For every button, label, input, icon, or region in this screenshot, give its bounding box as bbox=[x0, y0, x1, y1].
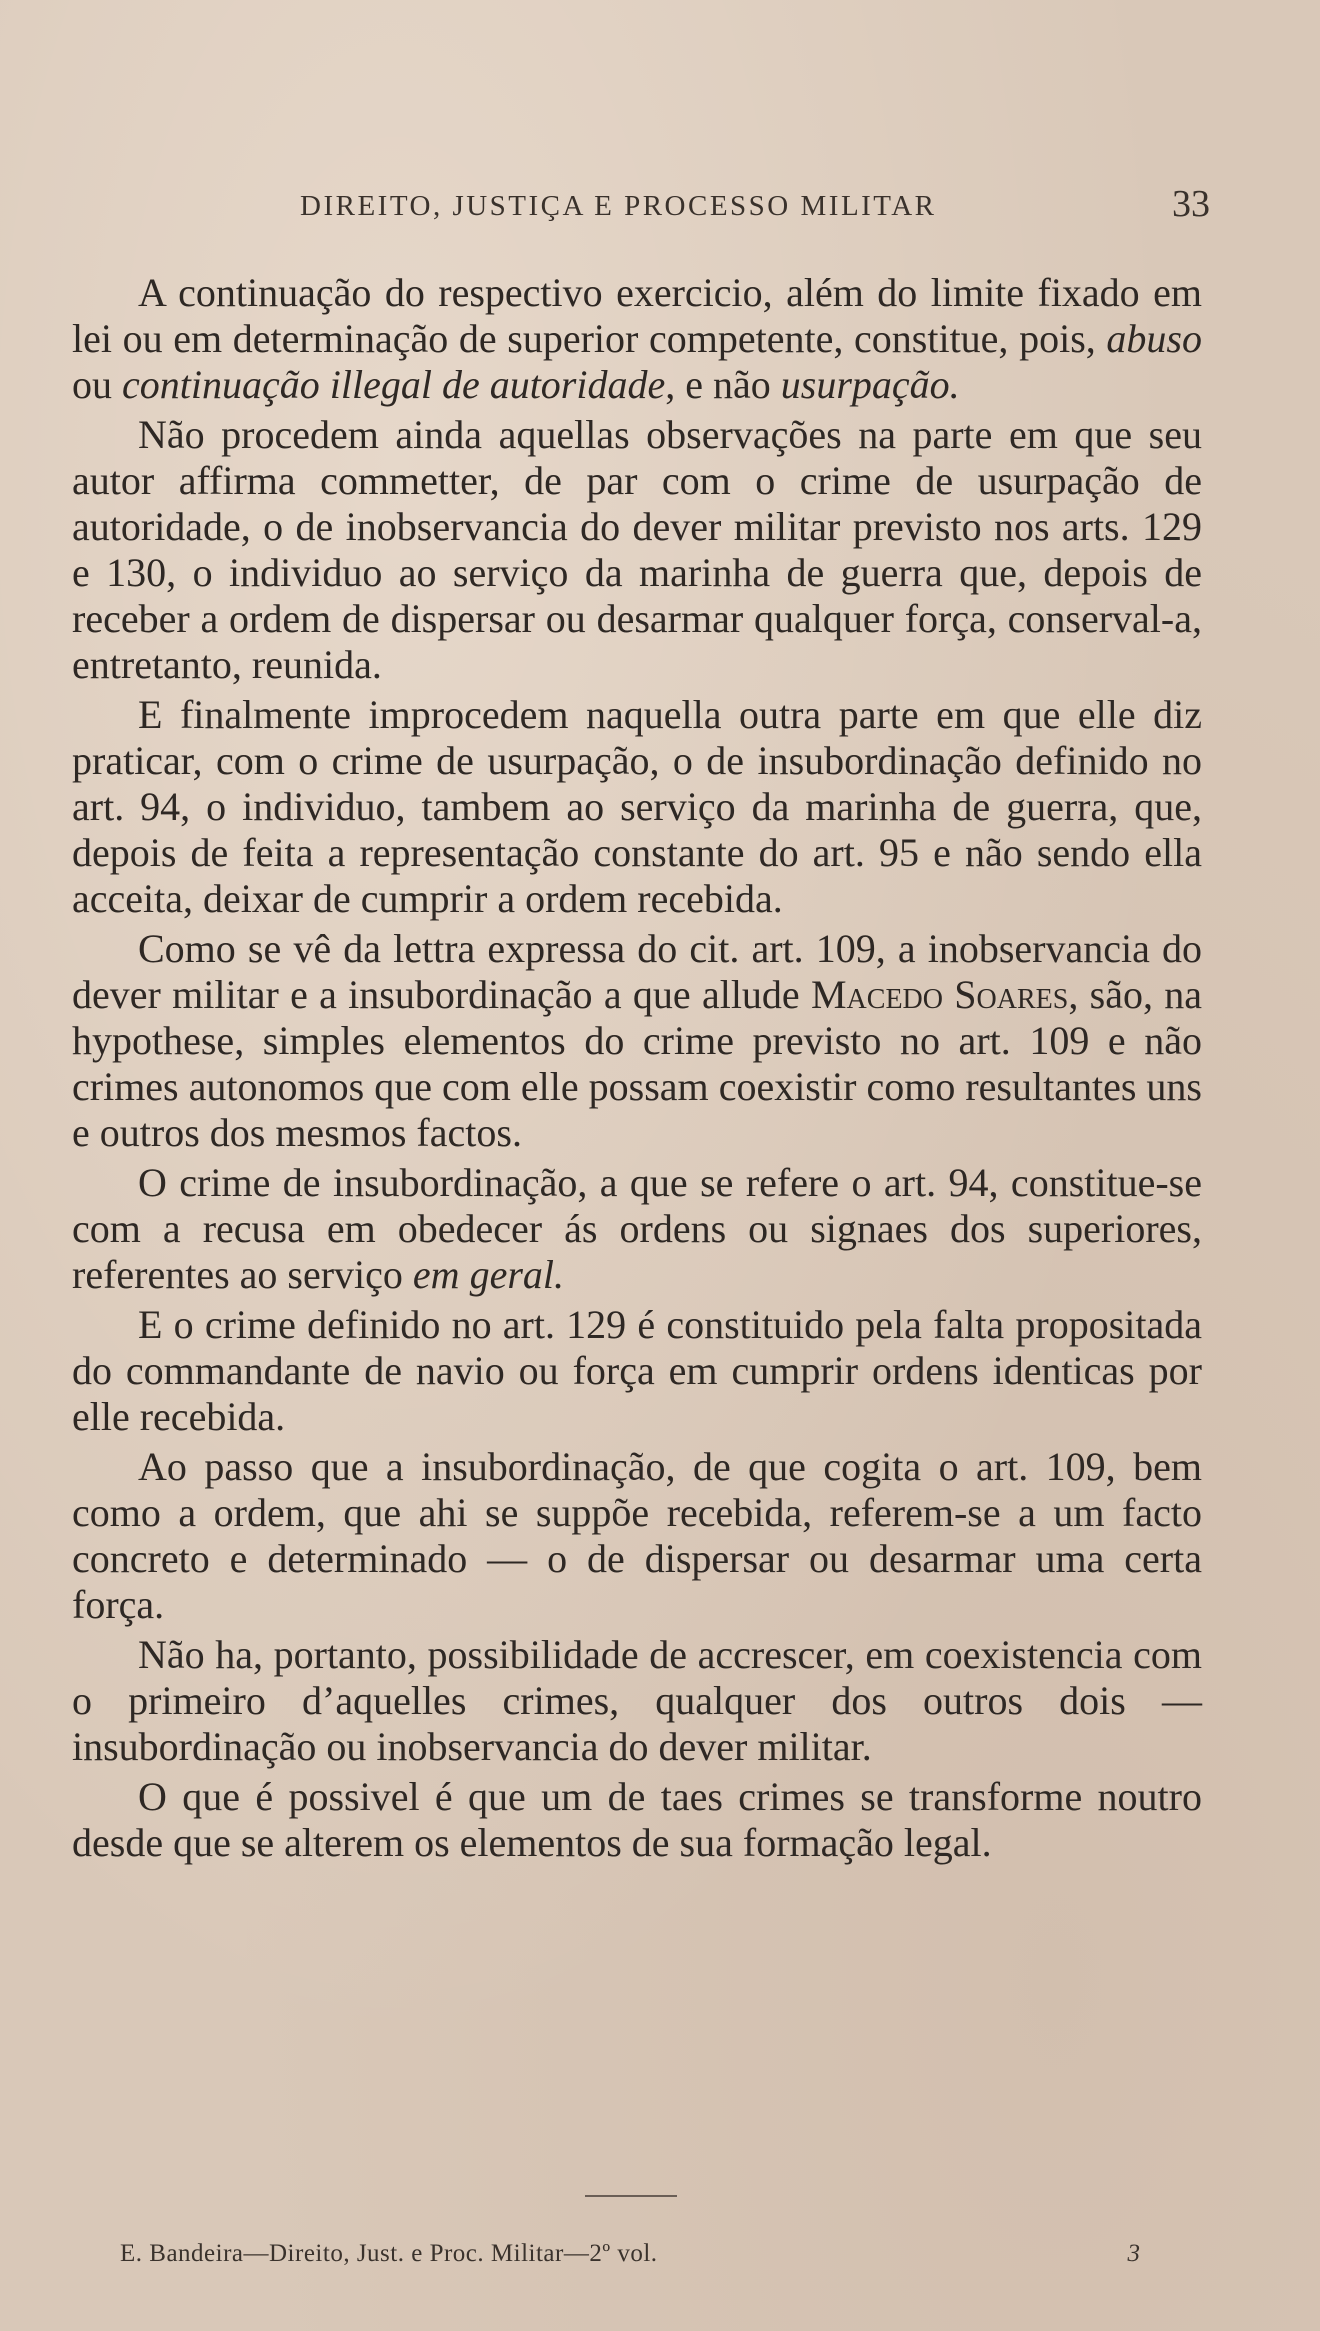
paragraph bbox=[72, 1444, 1202, 1628]
italic-text: continuação illegal de autoridade bbox=[122, 362, 666, 407]
page-number: 33 bbox=[1172, 183, 1210, 225]
paragraph bbox=[72, 1160, 1202, 1298]
paragraph bbox=[72, 1632, 1202, 1770]
footer-rule bbox=[585, 2195, 677, 2197]
paragraph bbox=[72, 926, 1202, 1156]
italic-text: em geral. bbox=[412, 1252, 564, 1297]
paragraph bbox=[72, 692, 1202, 922]
text-run: ou bbox=[72, 362, 122, 407]
author-name: Macedo Soares bbox=[810, 972, 1069, 1017]
text-run: A continuação do respectivo exercicio, além do limite fixado em lei ou em determinação de superior competente, constitue, pois, bbox=[72, 270, 1202, 361]
text-run: E finalmente improcedem naquella outra parte em que elle diz praticar, com o crime de usurpação, o de insubordinação definido no art. 94, o individuo, tambem ao serviço da marinha de guerra, que, depois de feita a representação constante do art. 95 e não sendo ella acceita, deixar de cumprir a ordem recebida. bbox=[72, 692, 1202, 921]
running-head-title: DIREITO, JUSTIÇA E PROCESSO MILITAR bbox=[300, 190, 937, 222]
running-head bbox=[300, 178, 1210, 228]
italic-text: usurpação. bbox=[780, 362, 960, 407]
text-run: Ao passo que a insubordinação, de que cogita o art. 109, bem como a ordem, que ahi se suppõe recebida, referem-se a um facto concreto e determinado — o de dispersar ou desarmar uma certa força. bbox=[72, 1444, 1202, 1627]
text-run: E o crime definido no art. 129 é constituido pela falta propositada do commandante de navio ou força em cumprir ordens identicas por elle recebida. bbox=[72, 1302, 1202, 1439]
footer bbox=[120, 2240, 1140, 2280]
footer-imprint: E. Bandeira—Direito, Just. e Proc. Militar—2º vol. bbox=[120, 2240, 658, 2267]
italic-text: abuso bbox=[1106, 316, 1202, 361]
signature-mark: 3 bbox=[1127, 2240, 1140, 2267]
text-run: , e não bbox=[665, 362, 781, 407]
text-run: Não ha, portanto, possibilidade de accrescer, em coexistencia com o primeiro d’aquelles crimes, qualquer dos outros dois — insubordinação ou inobservancia do dever militar. bbox=[72, 1632, 1202, 1769]
paragraph bbox=[72, 1774, 1202, 1866]
text-run: Não procedem ainda aquellas observações na parte em que seu autor affirma commetter, de par com o crime de usurpação de autoridade, o de inobservancia do dever militar previsto nos arts. 129 e 130, o individuo ao serviço da marinha de guerra que, depois de receber a ordem de dispersar ou desarmar qualquer força, conserval-a, entretanto, reunida. bbox=[72, 412, 1202, 687]
body-text bbox=[72, 270, 1202, 1870]
text-run: , são, na hypothese, simples elementos do crime previsto no art. 109 e não crimes autonomos que com elle possam coexistir como resultantes uns e outros dos mesmos factos. bbox=[72, 972, 1203, 1155]
paragraph bbox=[72, 412, 1202, 688]
paragraph bbox=[72, 270, 1202, 408]
text-run: O crime de insubordinação, a que se refere o art. 94, constitue-se com a recusa em obedecer ás ordens ou signaes dos superiores, referentes ao serviço bbox=[72, 1160, 1202, 1297]
text-run: O que é possivel é que um de taes crimes se transforme noutro desde que se alterem os elementos de sua formação legal. bbox=[72, 1774, 1202, 1865]
paragraph bbox=[72, 1302, 1202, 1440]
text-run: Como se vê da lettra expressa do cit. art. 109, a inobservancia do dever militar e a insubordinação a que allude bbox=[72, 926, 1202, 1017]
